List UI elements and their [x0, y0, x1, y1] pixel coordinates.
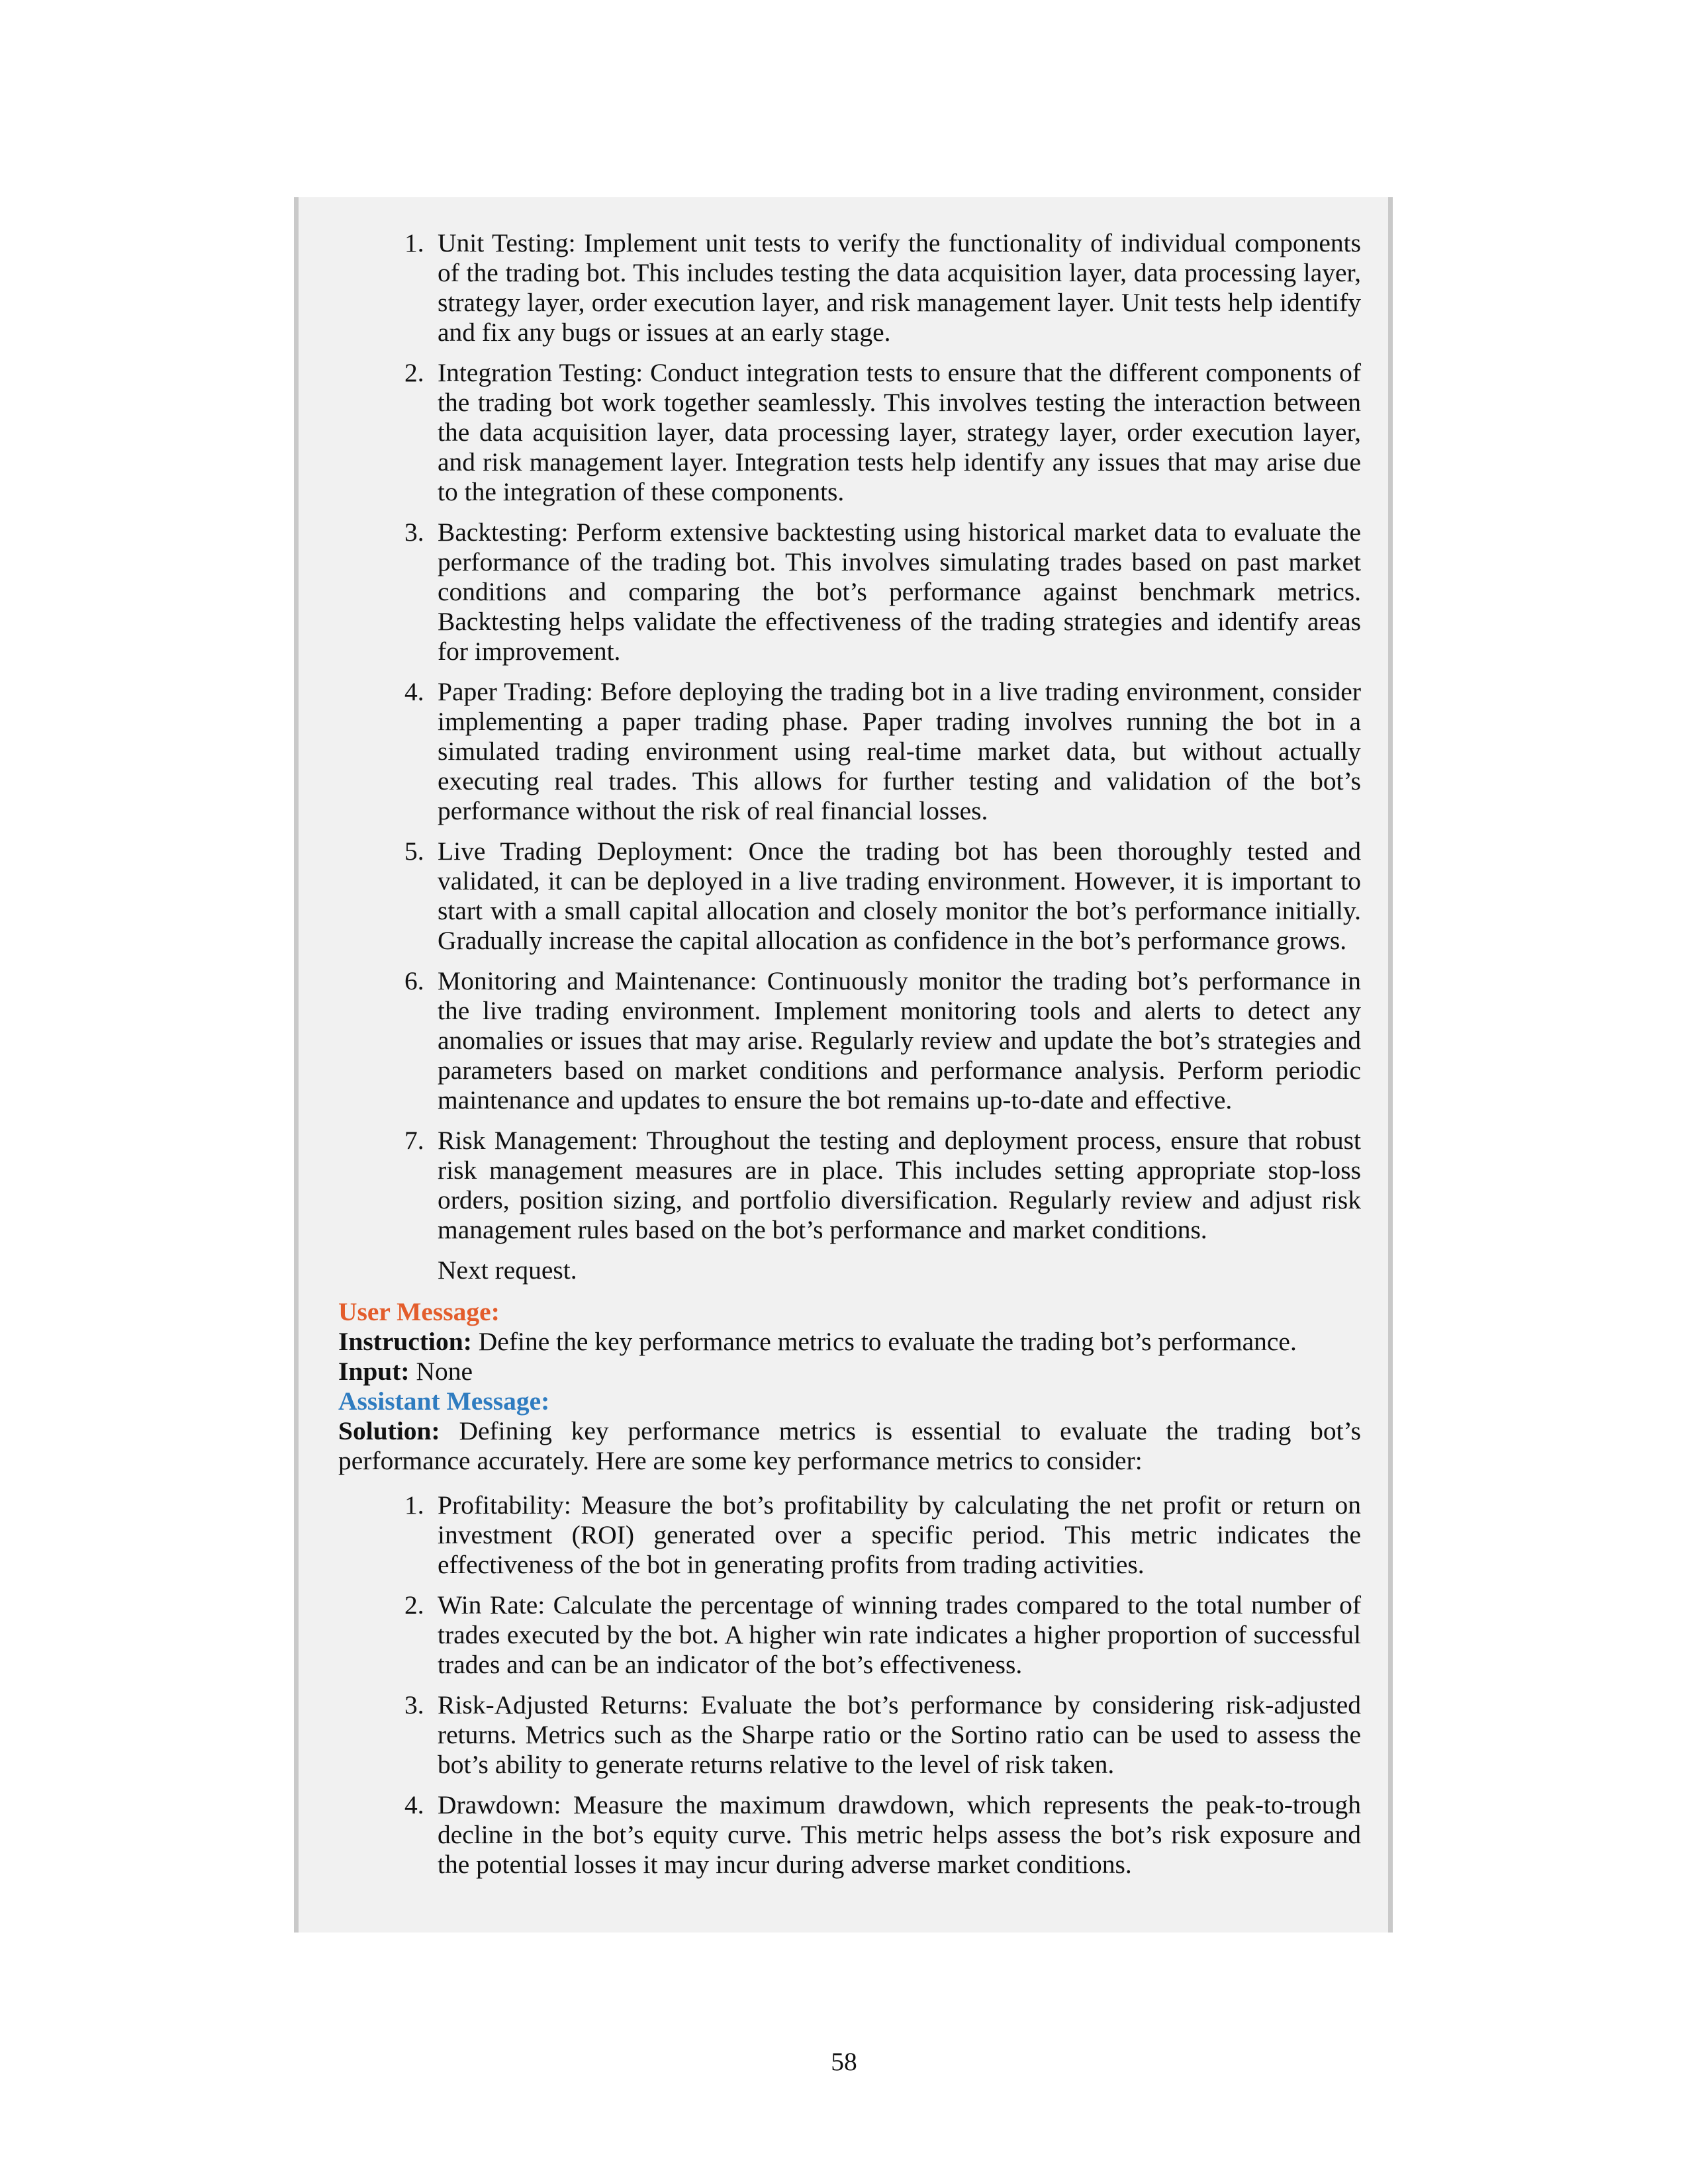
- list-item-number: 3.: [404, 518, 424, 547]
- list-item-number: 3.: [404, 1690, 424, 1719]
- solution-text: Defining key performance metrics is essential to evaluate the trading bot’s performance accurately. Here are some key performance metrics to consider:: [338, 1416, 1361, 1475]
- list-item: [338, 966, 1361, 1115]
- input-label: Input:: [338, 1357, 410, 1386]
- list-item-number: 7.: [404, 1126, 424, 1155]
- solution-label: Solution:: [338, 1416, 440, 1445]
- list-item-text: Win Rate: Calculate the percentage of winning trades compared to the total number of trades executed by the bot. A higher win rate indicates a higher proportion of successful trades and can be an indicator of the bot’s effectiveness.: [438, 1590, 1361, 1679]
- list-item-number: 1.: [404, 228, 424, 257]
- transcript-content: [338, 228, 1361, 1890]
- page-number: 58: [831, 2047, 857, 2076]
- input-text: None: [409, 1357, 473, 1386]
- list-item-number: 4.: [404, 1790, 424, 1819]
- list-item: [338, 837, 1361, 956]
- solution-line: [338, 1416, 1361, 1476]
- list-item: [338, 1490, 1361, 1580]
- next-request-text: Next request.: [438, 1255, 577, 1285]
- list-item-text: Profitability: Measure the bot’s profitability by calculating the net profit or return on investment (ROI) generated over a specific period. This metric indicates the effectiveness of the bot in generating profits from trading activities.: [438, 1490, 1361, 1579]
- list-item-text: Risk Management: Throughout the testing and deployment process, ensure that robust risk management measures are in place. This includes setting appropriate stop-loss orders, position sizing, and portfolio diversification. Regularly review and adjust risk management rules based on the bot’s performance and market conditions.: [438, 1126, 1361, 1244]
- list-item: [338, 1590, 1361, 1680]
- list-item-text: Unit Testing: Implement unit tests to verify the functionality of individual components of the trading bot. This includes testing the data acquisition layer, data processing layer, strategy layer, order execution layer, and risk management layer. Unit tests help identify and fix any bugs or issues at an early stage.: [438, 228, 1361, 347]
- list-item-text: Backtesting: Perform extensive backtesting using historical market data to evaluate the performance of the trading bot. This involves simulating trades based on past market conditions and comparing the bot’s performance against benchmark metrics. Backtesting helps validate the effectiveness of the trading strategies and identify areas for improvement.: [438, 518, 1361, 666]
- list-item-text: Live Trading Deployment: Once the trading bot has been thoroughly tested and validated, it can be deployed in a live trading environment. However, it is important to start with a small capital allocation and closely monitor the bot’s performance initially. Gradually increase the capital allocation as confidence in the bot’s performance grows.: [438, 837, 1361, 955]
- list-item-number: 6.: [404, 966, 424, 995]
- list-item-number: 1.: [404, 1490, 424, 1520]
- list-item: [338, 518, 1361, 666]
- instruction-label: Instruction:: [338, 1327, 472, 1356]
- list-item-number: 4.: [404, 677, 424, 706]
- list-item: [338, 1690, 1361, 1780]
- instruction-line: [338, 1327, 1361, 1357]
- input-line: [338, 1357, 1361, 1387]
- list-item: [338, 228, 1361, 347]
- list-item-text: Integration Testing: Conduct integration tests to ensure that the different components of the trading bot work together seamlessly. This involves testing the interaction between the data acquisition layer, data processing layer, strategy layer, order execution layer, and risk management layer. Integration tests help identify any issues that may arise due to the integration of these components.: [438, 358, 1361, 506]
- testing-steps-list: [338, 228, 1361, 1245]
- list-item: [338, 358, 1361, 507]
- assistant-message-label: Assistant Message:: [338, 1387, 550, 1416]
- list-item-text: Monitoring and Maintenance: Continuously monitor the trading bot’s performance in the live trading environment. Implement monitoring tools and alerts to detect any anomalies or issues that may arise. Regularly review and update the bot’s strategies and parameters based on market conditions and performance analysis. Perform periodic maintenance and updates to ensure the bot remains up-to-date and effective.: [438, 966, 1361, 1115]
- list-item-text: Risk-Adjusted Returns: Evaluate the bot’s performance by considering risk-adjusted returns. Metrics such as the Sharpe ratio or the Sortino ratio can be used to assess the bot’s ability to generate returns relative to the level of risk taken.: [438, 1690, 1361, 1779]
- instruction-text: Define the key performance metrics to evaluate the trading bot’s performance.: [471, 1327, 1297, 1356]
- list-item-number: 2.: [404, 1590, 424, 1619]
- list-item-number: 5.: [404, 837, 424, 866]
- chat-transcript-box: [294, 197, 1393, 1933]
- list-item: [338, 677, 1361, 826]
- list-item-text: Drawdown: Measure the maximum drawdown, which represents the peak-to-trough decline in the bot’s equity curve. This metric helps assess the bot’s risk exposure and the potential losses it may incur during adverse market conditions.: [438, 1790, 1361, 1879]
- metrics-list: [338, 1490, 1361, 1880]
- user-message-label: User Message:: [338, 1297, 500, 1326]
- list-item-number: 2.: [404, 358, 424, 387]
- list-item-text: Paper Trading: Before deploying the trading bot in a live trading environment, consider implementing a paper trading phase. Paper trading involves running the bot in a simulated trading environment using real-time market data, but without actually executing real trades. This allows for further testing and validation of the bot’s performance without the risk of real financial losses.: [438, 677, 1361, 825]
- list-item: [338, 1790, 1361, 1880]
- list-item: [338, 1126, 1361, 1245]
